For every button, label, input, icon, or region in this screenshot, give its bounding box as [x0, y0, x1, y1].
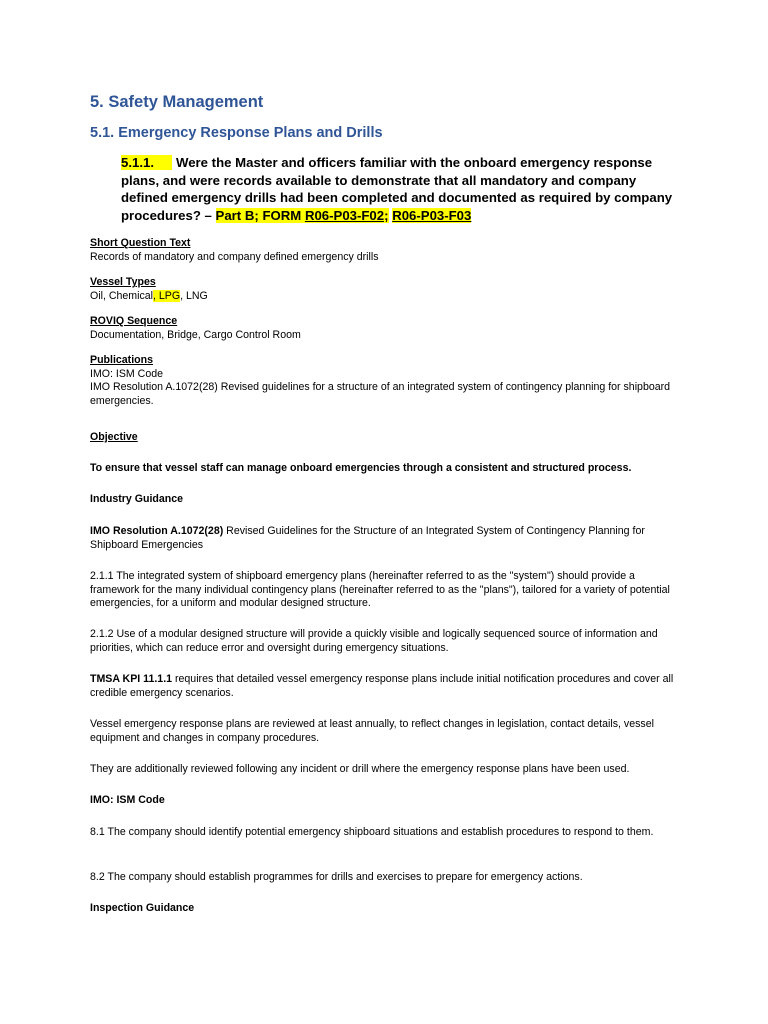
objective-section [90, 431, 680, 445]
publications-line2: IMO Resolution A.1072(28) Revised guidelines for a structure of an integrated system of contingency planning for shipboard emergencies. [90, 381, 671, 407]
form-separator: ; [384, 207, 389, 223]
imo-resolution-text: Revised Guidelines for the Structure of an Integrated System of Contingency Planning for Shipboard Emergencies [90, 525, 645, 551]
question-part: Part B; FORM [215, 207, 305, 223]
vessel-types-highlight: , LPG [153, 289, 181, 302]
short-question-section [90, 237, 680, 264]
roviq-value: Documentation, Bridge, Cargo Control Room [90, 328, 301, 341]
objective-text: To ensure that vessel staff can manage onboard emergencies through a consistent and structured process. [90, 462, 632, 474]
short-question-value: Records of mandatory and company defined emergency drills [90, 250, 379, 263]
inspection-guidance-label: Inspection Guidance [90, 902, 195, 914]
short-question-label: Short Question Text [90, 237, 191, 249]
question-number: 5.1.1. [121, 155, 172, 170]
paragraph-2-1-1: 2.1.1 The integrated system of shipboard emergency plans (hereinafter referred to as the "system") should provide a framework for the many individual contingency plans (hereinafter referred to as the "plans"), tailored for a variety of potential emergencies, for a uniform and modular designed structure. [90, 570, 670, 609]
publications-section [90, 354, 680, 408]
question-block [121, 154, 681, 224]
paragraph-2-1-2: 2.1.2 Use of a modular designed structure will provide a quickly visible and logically sequenced source of information and priorities, which can reduce error and oversight during emergency situations. [90, 628, 658, 654]
publications-label: Publications [90, 354, 153, 366]
vessel-types-pre: Oil, Chemical [90, 289, 153, 302]
vessel-types-label: Vessel Types [90, 276, 156, 288]
tmsa-ref: TMSA KPI 11.1.1 [90, 673, 173, 685]
imo-resolution-paragraph [90, 525, 680, 552]
roviq-label: ROVIQ Sequence [90, 315, 178, 327]
subsection-title: 5.1. Emergency Response Plans and Drills [90, 125, 383, 141]
form-link-f02[interactable]: R06-P03-F02 [304, 207, 385, 223]
industry-guidance-label: Industry Guidance [90, 493, 184, 505]
vessel-types-value [90, 290, 680, 304]
publications-line1: IMO: ISM Code [90, 367, 163, 380]
vessel-types-section [90, 276, 680, 303]
roviq-section [90, 315, 680, 342]
section-title: 5. Safety Management [90, 93, 264, 111]
tmsa-text: requires that detailed vessel emergency response plans include initial notification procedures and cover all credible emergency scenarios. [90, 673, 674, 699]
objective-label: Objective [90, 431, 138, 443]
question-text: Were the Master and officers familiar with the onboard emergency response plans, and were records available to demonstrate that all mandatory and company defined emergency drills had been completed and documented as required by company procedures? – [121, 155, 673, 223]
paragraph-8-2: 8.2 The company should establish programmes for drills and exercises to prepare for emergency actions. [90, 871, 583, 883]
additional-review-paragraph: They are additionally reviewed following any incident or drill where the emergency response plans have been used. [90, 763, 630, 775]
imo-resolution-ref: IMO Resolution A.1072(28) [90, 525, 224, 537]
vessel-types-post: , LNG [180, 289, 208, 302]
paragraph-8-1: 8.1 The company should identify potential emergency shipboard situations and establish procedures to respond to them. [90, 826, 654, 838]
ism-code-label: IMO: ISM Code [90, 794, 165, 806]
form-link-f03[interactable]: R06-P03-F03 [392, 207, 472, 223]
review-paragraph: Vessel emergency response plans are reviewed at least annually, to reflect changes in legislation, contact details, vessel equipment and changes in company procedures. [90, 718, 654, 744]
tmsa-paragraph [90, 673, 680, 700]
